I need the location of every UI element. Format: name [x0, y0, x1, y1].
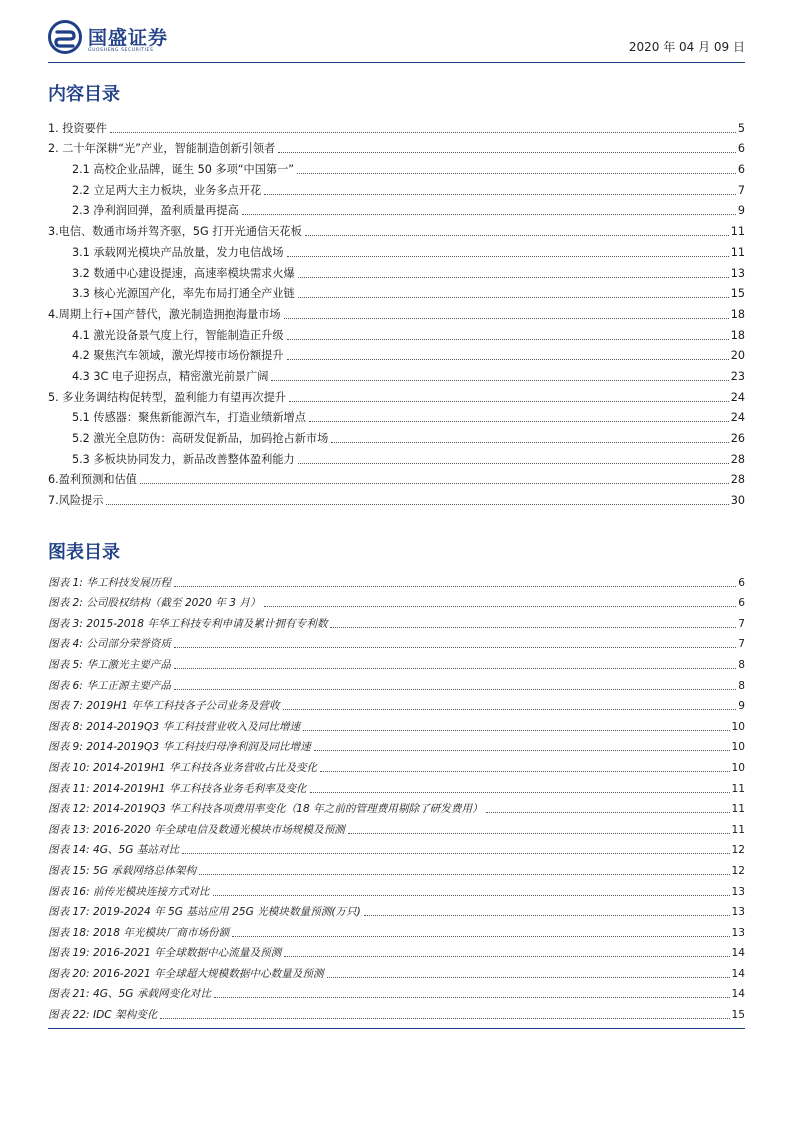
dot-leader	[106, 503, 728, 505]
toc-entry[interactable]	[48, 218, 745, 239]
dot-leader	[160, 1017, 729, 1019]
toc-entry[interactable]	[48, 260, 745, 281]
toc-entry-label: 3.电信、数通市场并驾齐驱，5G 打开光通信天花板	[48, 225, 302, 239]
toc-entry-label: 1. 投资要件	[48, 121, 107, 135]
toc-entry-page: 28	[730, 452, 745, 466]
dot-leader	[182, 852, 729, 854]
dot-leader	[298, 462, 729, 464]
figure-entry-label: 图表 10: 2014-2019H1 华工科技各业务营收占比及变化	[48, 761, 318, 774]
figure-entry-label: 图表 8: 2014-2019Q3 华工科技营业收入及同比增速	[48, 720, 301, 733]
figure-entry-page: 14	[731, 967, 745, 980]
dot-leader	[213, 894, 730, 896]
dot-leader	[283, 708, 737, 710]
toc-entry[interactable]	[48, 281, 745, 302]
toc-entry-label: 2.2 立足两大主力板块，业务多点开花	[72, 183, 262, 197]
dot-leader	[242, 213, 736, 215]
toc-entry[interactable]	[48, 177, 745, 198]
dot-leader	[110, 131, 736, 133]
figure-entry[interactable]	[48, 857, 745, 878]
toc-entry-page: 24	[730, 390, 745, 404]
figure-entry[interactable]	[48, 878, 745, 899]
figure-entry-label: 图表 18: 2018 年光模块厂商市场份额	[48, 926, 230, 939]
figure-entry-page: 15	[731, 1009, 745, 1022]
toc-entry-page: 5	[737, 121, 745, 135]
toc-entry[interactable]	[48, 384, 745, 405]
figure-entry-page: 6	[738, 576, 745, 589]
figure-entry-page: 10	[731, 741, 745, 754]
figure-entry-label: 图表 11: 2014-2019H1 华工科技各业务毛利率及变化	[48, 782, 307, 795]
dot-leader	[199, 873, 729, 875]
toc-entry-label: 7.风险提示	[48, 494, 104, 508]
figure-entry[interactable]	[48, 631, 745, 652]
dot-leader	[284, 317, 729, 319]
dot-leader	[214, 996, 730, 998]
toc-entry-label: 3.1 承载网光模块产品放量，发力电信战场	[72, 245, 284, 259]
dot-leader	[287, 358, 729, 360]
figure-entry-label: 图表 3: 2015-2018 年华工科技专利申请及累计拥有专利数	[48, 617, 328, 630]
figure-entry-page: 9	[738, 700, 745, 713]
toc-entry[interactable]	[48, 115, 745, 136]
figure-entry[interactable]	[48, 693, 745, 714]
figure-entry-label: 图表 2: 公司股权结构（截至 2020 年 3 月）	[48, 597, 261, 610]
dot-leader	[298, 276, 729, 278]
toc-entry-page: 18	[730, 328, 745, 342]
figure-entry[interactable]	[48, 610, 745, 631]
dot-leader	[140, 482, 729, 484]
figure-entry[interactable]	[48, 837, 745, 858]
toc-entry-page: 9	[737, 204, 745, 218]
toc-entry[interactable]	[48, 322, 745, 343]
toc-entry-page: 7	[737, 183, 745, 197]
toc-entry-label: 5.3 多板块协同发力，新品改善整体盈利能力	[72, 452, 295, 466]
figure-entry-page: 7	[738, 638, 745, 651]
dot-leader	[278, 151, 736, 153]
dot-leader	[174, 667, 736, 669]
toc-entry-page: 6	[737, 163, 745, 177]
figures-list	[48, 569, 745, 1022]
figure-entry[interactable]	[48, 940, 745, 961]
toc-entry-label: 4.2 聚焦汽车领域，激光焊接市场份额提升	[72, 349, 284, 363]
figure-entry[interactable]	[48, 816, 745, 837]
toc-entry[interactable]	[48, 301, 745, 322]
toc-entry-label: 5.1 传感器：聚焦新能源汽车，打造业绩新增点	[72, 411, 306, 425]
dot-leader	[297, 172, 736, 174]
footer-divider	[48, 1028, 745, 1029]
toc-entry-page: 11	[730, 245, 745, 259]
logo-text: 国盛证券	[88, 27, 169, 49]
dot-leader	[289, 400, 729, 402]
figure-entry-label: 图表 20: 2016-2021 年全球超大规模数据中心数量及预测	[48, 967, 324, 980]
dot-leader	[264, 605, 737, 607]
toc-entry[interactable]	[48, 136, 745, 157]
figure-entry[interactable]	[48, 734, 745, 755]
figure-entry[interactable]	[48, 796, 745, 817]
figure-entry-label: 图表 16: 前传光模块连接方式对比	[48, 885, 210, 898]
toc-entry[interactable]	[48, 198, 745, 219]
toc-entry[interactable]	[48, 487, 745, 508]
figure-entry-page: 8	[738, 658, 745, 671]
toc-entry-label: 2.1 高校企业品牌，诞生 50 多项“中国第一”	[72, 163, 295, 177]
figure-entry[interactable]	[48, 919, 745, 940]
dot-leader	[314, 749, 730, 751]
figure-entry-label: 图表 19: 2016-2021 年全球数据中心流量及预测	[48, 947, 282, 960]
figure-entry[interactable]	[48, 713, 745, 734]
figure-entry-label: 图表 17: 2019-2024 年 5G 基站应用 25G 光模块数量预测(万只)	[48, 906, 361, 919]
figure-entry[interactable]	[48, 960, 745, 981]
figure-entry-label: 图表 7: 2019H1 年华工科技各子公司业务及营收	[48, 700, 280, 713]
toc-entry-page: 24	[730, 411, 745, 425]
toc-entry-label: 3.3 核心光源国产化，率先布局打通全产业链	[72, 287, 295, 301]
figure-entry[interactable]	[48, 754, 745, 775]
dot-leader	[174, 688, 736, 690]
figure-entry-label: 图表 4: 公司部分荣誉资质	[48, 638, 171, 651]
dot-leader	[174, 585, 736, 587]
toc-entry-label: 3.2 数通中心建设提速，高速率模块需求火爆	[72, 266, 295, 280]
dot-leader	[348, 832, 730, 834]
figure-entry[interactable]	[48, 1001, 745, 1022]
figure-entry-page: 12	[731, 844, 745, 857]
toc-entry-label: 5.2 激光全息防伪：高研发促新品，加码抢占新市场	[72, 432, 329, 445]
toc-entry[interactable]	[48, 446, 745, 467]
figure-entry-page: 11	[731, 782, 745, 795]
logo-subtext: GUOSHENG SECURITIES	[88, 48, 154, 53]
toc-entry[interactable]	[48, 467, 745, 488]
figure-entry-page: 11	[731, 803, 745, 816]
figure-entry-label: 图表 22: IDC 架构变化	[48, 1009, 158, 1022]
figure-entry-page: 13	[731, 885, 745, 898]
company-logo	[48, 20, 248, 60]
toc-entry[interactable]	[48, 239, 745, 260]
dot-leader	[486, 811, 730, 813]
figure-entry-label: 图表 21: 4G、5G 承载网变化对比	[48, 988, 211, 1001]
figure-entry-page: 14	[731, 988, 745, 1001]
figure-entry-label: 图表 12: 2014-2019Q3 华工科技各项费用率变化（18 年之前的管理费用剔除了研发费用）	[48, 803, 483, 816]
dot-leader	[271, 379, 728, 381]
figure-entry-label: 图表 5: 华工激光主要产品	[48, 658, 171, 671]
toc-entry-page: 13	[730, 266, 745, 280]
toc-entry[interactable]	[48, 156, 745, 177]
figure-entry-label: 图表 9: 2014-2019Q3 华工科技归母净利润及同比增速	[48, 741, 311, 754]
figures-title: 图表目录	[48, 542, 120, 563]
dot-leader	[264, 193, 736, 195]
toc-entry-label: 2.3 净利润回弹，盈利质量再提高	[72, 204, 239, 218]
figure-entry-page: 13	[731, 926, 745, 939]
toc-entry-page: 28	[730, 473, 745, 487]
dot-leader	[330, 626, 736, 628]
figure-entry-label: 图表 13: 2016-2020 年全球电信及数通光模块市场规模及预测	[48, 823, 345, 836]
figure-entry-page: 13	[731, 906, 745, 919]
toc-entry-label: 2. 二十年深耕“光”产业，智能制造创新引领者	[48, 142, 276, 156]
toc-entry-label: 5. 多业务调结构促转型，盈利能力有望再次提升	[48, 390, 286, 404]
toc-entry-label: 4.3 3C 电子迎拐点，精密激光前景广阔	[72, 369, 269, 383]
figure-entry-page: 10	[731, 761, 745, 774]
figure-entry-label: 图表 15: 5G 承载网络总体架构	[48, 864, 197, 877]
figure-entry[interactable]	[48, 672, 745, 693]
figure-entry-page: 6	[738, 597, 745, 610]
toc-list	[48, 115, 745, 508]
toc-entry-page: 15	[730, 287, 745, 301]
toc-entry[interactable]	[48, 405, 745, 426]
figure-entry-page: 8	[738, 679, 745, 692]
dot-leader	[309, 420, 729, 422]
guosheng-logo-icon	[48, 20, 82, 54]
figure-entry-label: 图表 1: 华工科技发展历程	[48, 576, 171, 589]
toc-entry-page: 30	[730, 494, 745, 508]
figure-entry-page: 11	[731, 823, 745, 836]
toc-entry-page: 11	[730, 225, 745, 239]
toc-entry-label: 4.周期上行+国产替代，激光制造拥抱海量市场	[48, 307, 281, 321]
figure-entry-label: 图表 6: 华工正源主要产品	[48, 679, 171, 692]
toc-entry[interactable]	[48, 363, 745, 384]
toc-entry-page: 18	[730, 307, 745, 321]
dot-leader	[298, 296, 729, 298]
figure-entry-page: 7	[738, 617, 745, 630]
toc-entry-label: 4.1 激光设备景气度上行，智能制造正升级	[72, 328, 284, 342]
dot-leader	[305, 234, 729, 236]
toc-entry-page: 6	[737, 142, 745, 156]
dot-leader	[303, 729, 729, 731]
toc-entry-label: 6.盈利预测和估值	[48, 473, 137, 487]
report-date: 2020 年 04 月 09 日	[628, 40, 745, 54]
toc-title: 内容目录	[48, 84, 120, 105]
dot-leader	[364, 914, 730, 916]
figure-entry-label: 图表 14: 4G、5G 基站对比	[48, 844, 180, 857]
toc-entry[interactable]	[48, 343, 745, 364]
dot-leader	[327, 976, 730, 978]
toc-entry[interactable]	[48, 425, 745, 446]
figure-entry-page: 14	[731, 947, 745, 960]
figure-entry[interactable]	[48, 899, 745, 920]
dot-leader	[320, 770, 729, 772]
page-header	[48, 18, 745, 63]
dot-leader	[331, 441, 728, 443]
dot-leader	[284, 955, 729, 957]
dot-leader	[287, 338, 729, 340]
dot-leader	[174, 646, 736, 648]
toc-entry-page: 26	[730, 432, 745, 445]
figure-entry[interactable]	[48, 651, 745, 672]
dot-leader	[287, 255, 729, 257]
figure-entry-page: 10	[731, 720, 745, 733]
figure-entry[interactable]	[48, 775, 745, 796]
toc-entry-page: 20	[730, 349, 745, 363]
dot-leader	[232, 935, 729, 937]
figure-entry[interactable]	[48, 981, 745, 1002]
figure-entry[interactable]	[48, 569, 745, 590]
figure-entry[interactable]	[48, 590, 745, 611]
figure-entry-page: 12	[731, 864, 745, 877]
toc-entry-page: 23	[730, 369, 745, 383]
dot-leader	[310, 791, 730, 793]
